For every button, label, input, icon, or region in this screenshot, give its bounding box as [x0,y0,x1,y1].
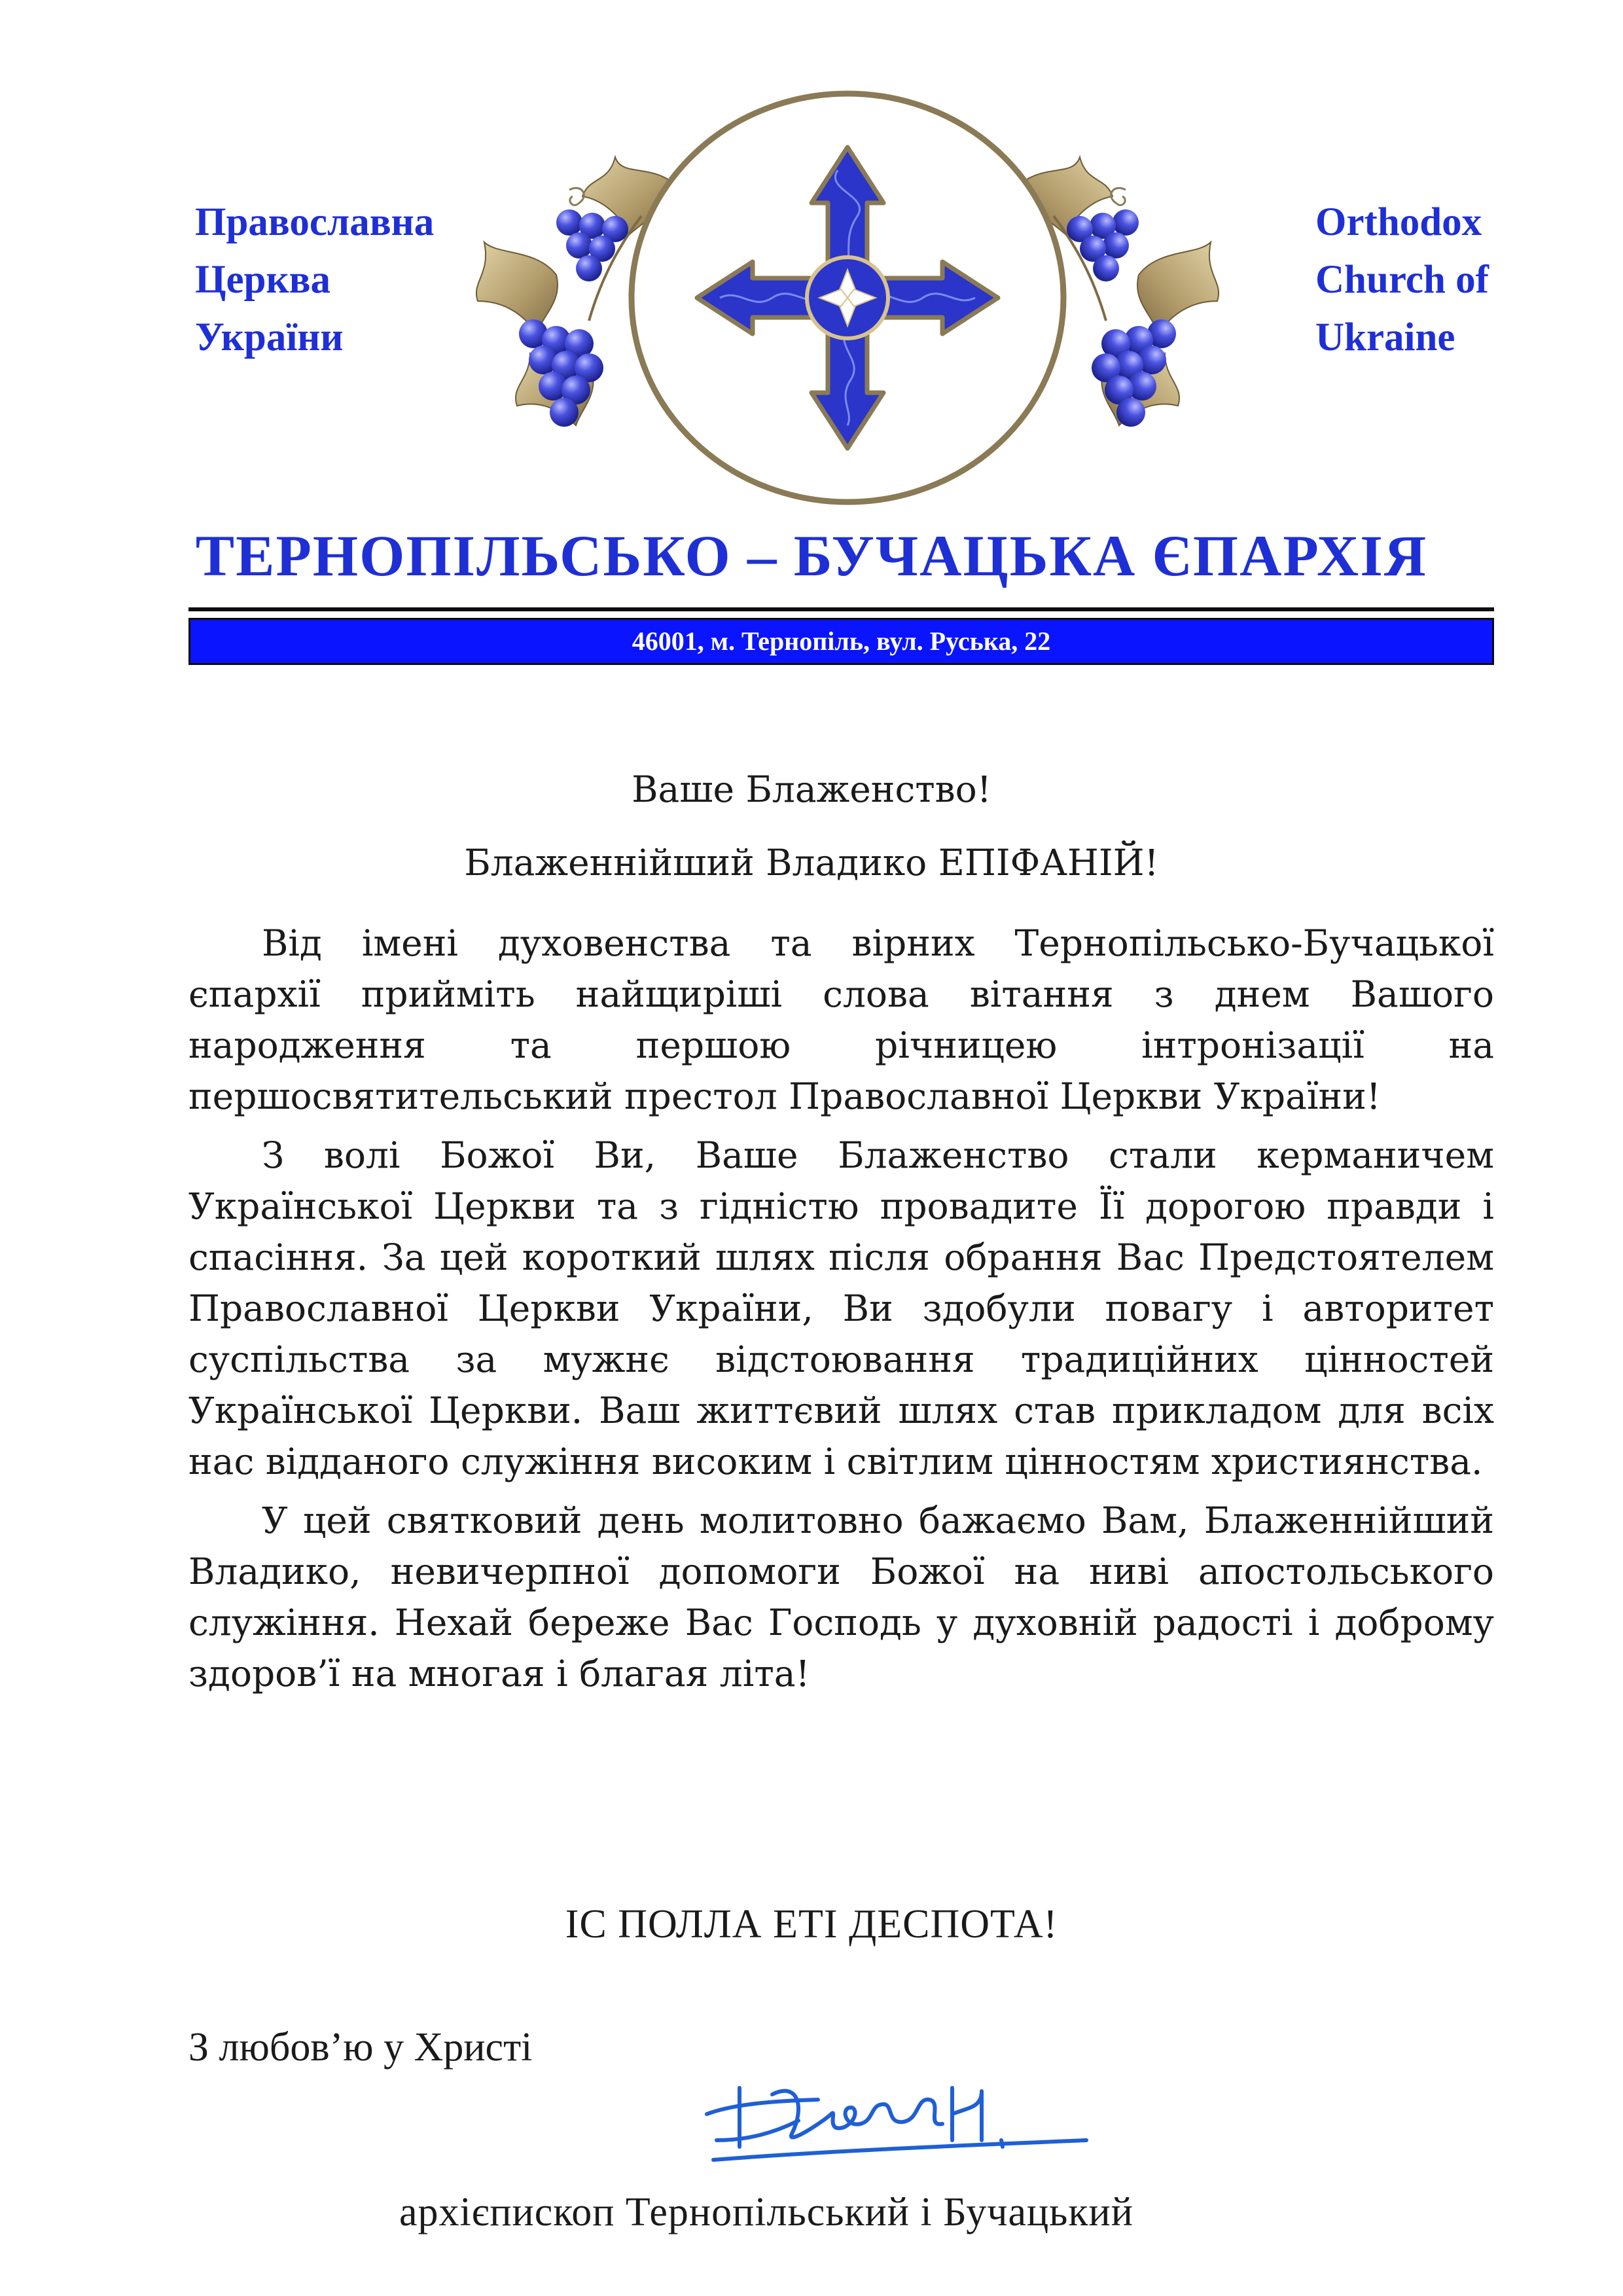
church-name-english-line-1: Orthodox [1315,200,1482,244]
letter-body [188,918,1494,1707]
eparchy-title: ТЕРНОПІЛЬСЬКО – БУЧАЦЬКА ЄПАРХІЯ [195,524,1428,588]
salutation-title: Ваше Блаженство! [632,768,991,810]
handwritten-signature [694,2042,1099,2179]
header-divider [188,607,1494,611]
church-name-ukrainian-line-2: Церква [195,258,331,302]
orthodox-cross-emblem-icon [458,85,1237,511]
church-name-english-line-2: Church of [1315,258,1489,302]
body-paragraph-2: З волі Божої Ви, Ваше Блаженство стали керманичем Української Церкви та з гідністю провадите Її дорогою правди і спасіння. За цей короткий шлях після обрання Вас Предстоятелем Православної Церкви України, Ви здобули повагу і авторитет суспільства за мужнє відстоювання традиційних цінностей Української Церкви. Ваш життєвий шлях став прикладом для всіх нас відданого служіння високим і світлим цінностям християнства. [188,1134,1494,1482]
address-bar [188,618,1494,665]
church-name-english [1315,194,1489,367]
church-name-ukrainian-line-3: України [195,315,344,359]
closing-phrase: З любов’ю у Христі [188,2025,533,2070]
body-paragraph-3: У цей святковий день молитовно бажаємо Вам, Блаженнійший Владико, невичерпної допомоги Божої на ниві апостольського служіння. Нехай береже Вас Господь у духовній радості і доброму здоров’ї на многая і благая літа! [188,1499,1494,1695]
salutation-addressee: Блаженнійший Владико ЕПІФАНІЙ! [464,842,1159,884]
acclamation: ІС ПОЛЛА ЕТІ ДЕСПОТА! [565,1902,1058,1946]
signatory-title: архієпископ Тернопільський і Бучацький [399,2190,1133,2234]
church-name-ukrainian [195,194,434,367]
address-text: 46001, м. Тернопіль, вул. Руська, 22 [632,626,1051,656]
church-name-english-line-3: Ukraine [1315,315,1455,359]
church-name-ukrainian-line-1: Православна [195,200,435,244]
body-paragraph-1: Від імені духовенства та вірних Тернопільсько-Бучацької єпархії прийміть найщиріші слова вітання з днем Вашого народження та першою річницею інтронізації на першосвятительський престол Православної Церкви України! [188,922,1494,1117]
